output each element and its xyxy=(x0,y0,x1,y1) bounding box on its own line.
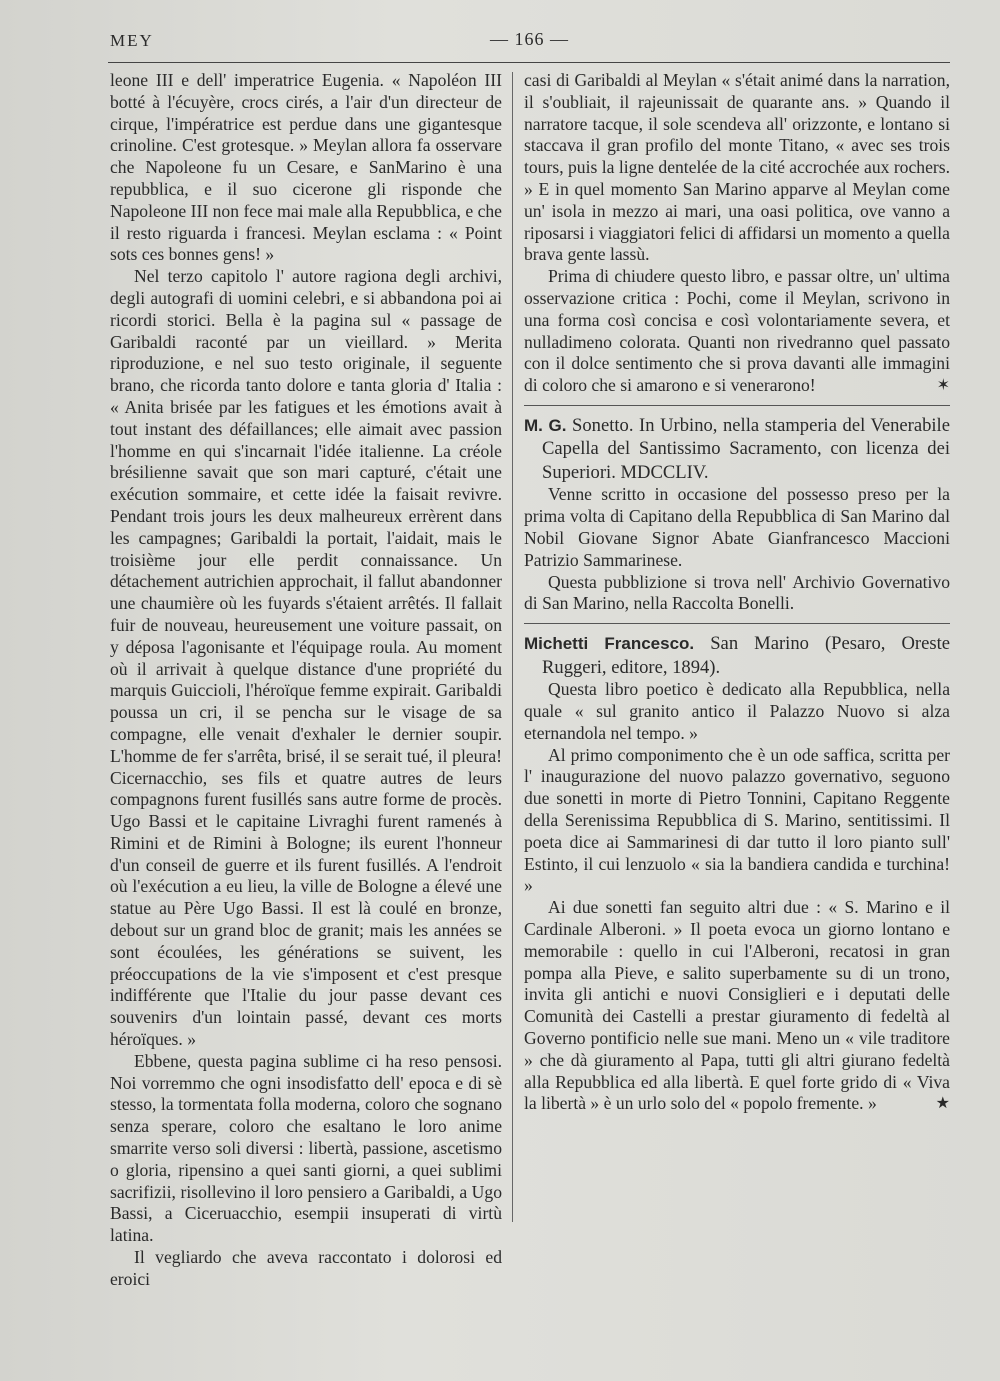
section-rule xyxy=(524,405,950,406)
paragraph: Venne scritto in occasione del possesso preso per la prima volta di Capitano della Repubblica di San Marino dal Nobil Giovane Signor Abate Gianfrancesco Maccioni Patrizio Sammarinese. xyxy=(524,484,950,570)
entry-title: San Marino (Pesaro, Oreste Ruggeri, editore, 1894). xyxy=(542,633,950,678)
paragraph: Questa pubblizione si trova nell' Archivio Governativo di San Marino, nella Raccolta Bonelli. xyxy=(524,571,950,614)
section-rule xyxy=(524,623,950,624)
section-end-star: ✶ xyxy=(936,377,950,395)
bibliography-entry xyxy=(524,414,950,485)
entry-author: M. G. xyxy=(524,415,567,435)
entry-author: Michetti Francesco. xyxy=(524,634,695,654)
paragraph xyxy=(524,266,950,397)
paragraph: Nel terzo capitolo l' autore ragiona degli archivi, degli autografi di uomini celebri, e si abbandona poi ai ricordi storici. Bella è la pagina sul « passage de Garibaldi raconté par un vieillard. » Merita riproduzione, e nel suo testo originale, il seguente brano, che ricorda tanto dolore e tanta gloria d' Italia : « Anita brisée par les fatigues et les émotions avait à tout instant des défaillances; elle aimait avec passion l'homme en qui s'incarnait l'idée italienne. La créole brésilienne savait que son mari capturé, c'était une exécution sommaire, et cette idée la faisait revivre. Pendant trois jours les deux malheureux errèrent dans les campagnes; Garibaldi la portait, l'aidait, mais le troisième jour elle perdit connaissance. Un détachement autrichien approchait, il fallut abandonner une chaumière où les fuyards s'étaient arrêtés. Il fallait fuir de nouveau, heureusement une voiture passait, on y déposa l'agonisante et l'équipage roula. Au moment où il arrivait à quelque distance d'une propriété du marquis Guiccioli, l'héroïque femme expirait. Garibaldi poussa un cri, il se pencha sur le visage de sa compagne, elle venait d'exhaler le dernier soupir. L'homme de fer s'arrêta, brisé, il se serait tué, il pleura! Cicernacchio, ses fils et quatre autres de leurs compagnons furent fusillés sans autre forme de procès. Ugo Bassi et le capitaine Livraghi furent ramenés à Rimini et de Rimini à Bologne; ils eurent l'honneur d'un conseil de guerre et ils furent fusillés. A l'endroit où l'exécution a eu lieu, la ville de Bologne a élevé une statue au Père Ugo Bassi. Il est là coulé en bronze, debout sur un grand bloc de granit; mais les années se sont écoulées, les générations se suivent, les préoccupations de la vie s'imposent et c'est presque indifférente que l'Italie du jour passe devant ces souvenirs d'un lointain passé, devant ces morts héroïques. » xyxy=(110,266,502,1050)
page-number: — 166 — xyxy=(490,29,569,49)
right-column xyxy=(524,70,950,1211)
paragraph: leone III e dell' imperatrice Eugenia. « Napoléon III botté à l'écuyère, crocs cirés, a l'air d'un directeur de cirque, l'impératrice est perdue dans une gigantesque crinoline. C'est grotesque. » Meylan allora fa osservare che Napoleone fu un Cesare, e SanMarino è una repubblica, e il suo cicerone gli risponde che Napoleone III non fece mai male alla Repubblica, e che il resto riguarda i francesi. Meylan esclama : « Point sots ces bonnes gens! » xyxy=(110,70,502,265)
paragraph xyxy=(524,897,950,1115)
paragraph: Al primo componimento che è un ode saffica, scritta per l' inaugurazione del nuovo palazzo governativo, seguono due sonetti in morte di Pietro Tonnini, Capitano Reggente della Serenissima Repubblica di S. Marino, sentitissimi. Il poeta dice ai Sammarinesi di dar tutto il loro pianto sull' Estinto, il cui lenzuolo « sia la bandiera candida e turchina! » xyxy=(524,744,950,896)
running-head xyxy=(110,25,950,55)
paragraph: Ebbene, questa pagina sublime ci ha reso pensosi. Noi vorremmo che ogni insodisfatto dell' epoca e di sè stesso, la tormentata folla moderna, coloro che sognano senza sperare, coloro che esaltano le loro anime smarrite verso soli diversi : libertà, passione, ascetismo o gloria, ripensino a quei santi giorni, a quei sublimi sacrifizii, risollevino il loro pensiero a Garibaldi, a Ugo Bassi, a Ciceruacchio, esempii insuperati di virtù latina. xyxy=(110,1050,502,1246)
header-rule xyxy=(108,62,950,63)
bibliography-entry xyxy=(524,632,950,679)
section-end-star: ★ xyxy=(935,1095,950,1113)
paragraph-text: Ai due sonetti fan seguito altri due : « S. Marino e il Cardinale Alberoni. » Il poeta evoca un giorno lontano e memorabile : quello in cui l'Alberoni, recatosi in gran pompa alla Pieve, e salito superbamente su di un trono, invita gli antichi e nuovi Consiglieri e i deputati delle Comunità dei Castelli a prestar giuramento di fedeltà al Governo pontificio nelle sue mani. Meno un « vile traditore » che dà giuramento al Papa, tutti gli altri giurano fedeltà alla Repubblica ed alla libertà. E quel forte grido di « Viva la libertà » è un urlo solo del « popolo fremente. » xyxy=(524,897,950,1114)
paragraph: Questa libro poetico è dedicato alla Repubblica, nella quale « sul granito antico il Palazzo Nuovo si alza eternandola nel tempo. » xyxy=(524,679,950,743)
paragraph: casi di Garibaldi al Meylan « s'était animé dans la narration, il s'oubliait, il rajeunissait de quarante ans. » Quando il narratore tacque, il sole scendeva all' orizzonte, e lontano si staccava il gran profilo del monte Titano, « avec ses trois tours, puis la ligne dentelée de la cité accrochée aux rochers. » E in quel momento San Marino apparve al Meylan come un' isola in mezzo ai mari, una oasi politica, ove vanno a riposarsi i viaggiatori felici di affidarsi un momento a quella brava gente lassù. xyxy=(524,70,950,265)
column-divider xyxy=(512,72,513,1222)
running-title: MEY xyxy=(110,31,154,50)
paragraph: Il vegliardo che aveva raccontato i dolorosi ed eroici xyxy=(110,1247,502,1289)
paragraph-text: Prima di chiudere questo libro, e passar oltre, un' ultima osservazione critica : Pochi, come il Meylan, scrivono in una forma così concisa e così volontariamente severa, et nulladimeno colorata. Quanti non rivedranno quel passato con il dolce sentimento che si prova davanti alle immagini di coloro che si amarono e si venerarono! xyxy=(524,266,950,396)
entry-title: Sonetto. In Urbino, nella stamperia del Venerabile Capella del Santissimo Sacramento, con licenza dei Superiori. MDCCLIV. xyxy=(542,414,950,483)
left-column xyxy=(110,70,502,1289)
